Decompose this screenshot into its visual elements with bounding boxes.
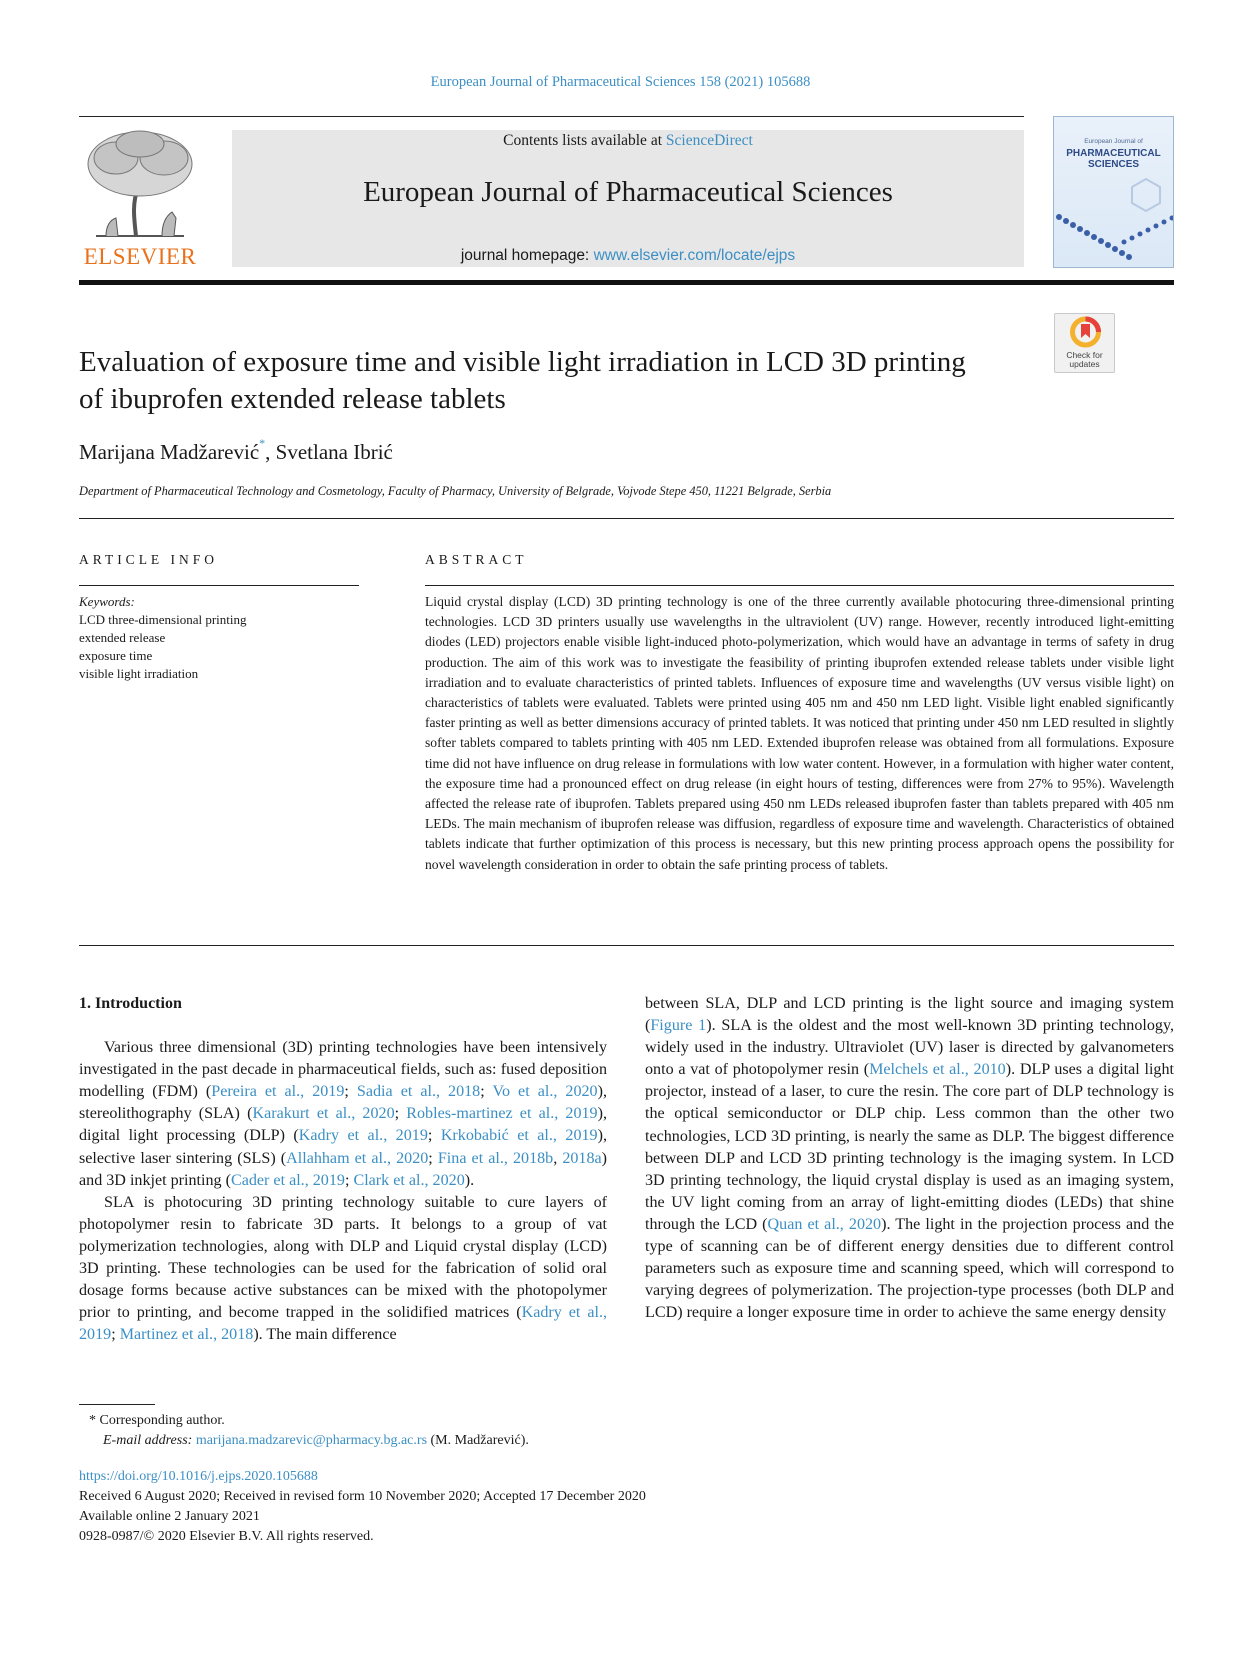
journal-name: European Journal of Pharmaceutical Sciences	[363, 176, 893, 208]
citation-link[interactable]: Pereira et al., 2019	[211, 1083, 345, 1101]
paragraph-text: ,	[553, 1149, 563, 1167]
intro-paragraph-2	[79, 1192, 607, 1347]
elsevier-tree-icon	[76, 128, 204, 238]
contents-line	[232, 130, 1024, 150]
paragraph-text: ). SLA is the oldest and the most well-known 3D printing technology, widely used in the industry. Ultraviolet (UV) laser is directed by galvanometers onto a vat of photopolymer resin (	[645, 1017, 1174, 1079]
crossmark-icon	[1055, 314, 1116, 354]
email-link[interactable]: marijana.madzarevic@pharmacy.bg.ac.rs	[195, 1433, 428, 1448]
keyword: LCD three-dimensional printing	[79, 612, 247, 627]
citation-link[interactable]: Cader et al., 2019	[230, 1171, 345, 1189]
homepage-prefix: journal homepage:	[460, 247, 594, 264]
paragraph-text: ).	[464, 1171, 475, 1189]
citation-link[interactable]: Fina et al., 2018b	[437, 1149, 554, 1167]
sciencedirect-link[interactable]: ScienceDirect	[665, 132, 753, 149]
citation-link[interactable]: Karakurt et al., 2020	[252, 1105, 395, 1123]
header-thick-rule	[79, 280, 1174, 285]
received-dates: Received 6 August 2020; Received in revised form 10 November 2020; Accepted 17 December 2020	[79, 1489, 646, 1504]
email-suffix: (M. Madžarević).	[427, 1433, 529, 1448]
footnote-rule	[79, 1404, 155, 1405]
paragraph-text: ;	[480, 1083, 493, 1101]
paragraph-text: ). DLP uses a digital light projector, instead of a laser, to cure the resin. The core part of DLP technology is the optical semiconductor or DLP chip. Less common than the other two technologies, LCD 3D printing, is nearly the same as DLP. The biggest difference between DLP and LCD 3D printing technology is the imaging system. In LCD 3D printing technology, the liquid crystal display is used as an imaging system, the UV light coming from an array of light-emitting diodes (LEDs) that shine through the LCD (	[645, 1061, 1175, 1233]
journal-cover-thumbnail[interactable]	[1053, 116, 1174, 268]
contents-prefix: Contents lists available at	[503, 132, 666, 149]
paragraph-text: ;	[427, 1127, 441, 1145]
article-metadata	[79, 1467, 646, 1547]
footnote-corresponding-text: Corresponding author.	[96, 1413, 225, 1428]
intro-paragraph-1	[79, 1037, 607, 1192]
paragraph-text: between SLA, DLP and LCD printing is the light source and imaging system (	[645, 995, 1174, 1035]
paragraph-text: ;	[394, 1105, 407, 1123]
keyword: exposure time	[79, 648, 153, 663]
journal-masthead	[232, 130, 1024, 267]
cover-subtitle: European Journal of	[1084, 138, 1143, 145]
paragraph-text: ), digital light processing (DLP) (	[79, 1105, 607, 1145]
email-label: E-mail address:	[103, 1433, 196, 1448]
citation-link[interactable]: Allahham et al., 2020	[286, 1149, 429, 1167]
article-title-line2: of ibuprofen extended release tablets	[79, 383, 506, 415]
elsevier-wordmark: ELSEVIER	[83, 244, 197, 269]
citation-link[interactable]: 2018a	[562, 1149, 602, 1167]
divider	[79, 945, 1174, 946]
paragraph-text: ), stereolithography (SLA) (	[79, 1083, 607, 1123]
footnote-mark: *	[89, 1413, 96, 1428]
cover-title-line1: PHARMACEUTICAL	[1066, 148, 1161, 159]
doi-link[interactable]: https://doi.org/10.1016/j.ejps.2020.105688	[79, 1469, 318, 1484]
paragraph-text: ). The light in the projection process and the type of scanning can be of different energy densities due to different control parameters such as exposure time and scanning speed, which will correspond to varying degrees of polymerization. The projection-type processes (both DLP and LCD) require a longer exposure time in order to achieve the same energy density	[645, 1215, 1174, 1322]
crossmark-label	[1055, 351, 1114, 369]
paragraph-text: ;	[428, 1149, 438, 1167]
citation-link[interactable]: Martinez et al., 2018	[119, 1326, 254, 1344]
author-list	[79, 436, 393, 465]
divider	[425, 585, 1174, 586]
abstract-heading: ABSTRACT	[425, 552, 528, 567]
paragraph-text: ). The main difference	[253, 1326, 397, 1344]
article-info-heading: ARTICLE INFO	[79, 552, 219, 567]
homepage-link[interactable]: www.elsevier.com/locate/ejps	[593, 247, 796, 264]
paragraph-text: ), selective laser sintering (SLS) (	[79, 1127, 607, 1167]
paragraph-text: Various three dimensional (3D) printing technologies have been intensively investigated in the past decade in pharmaceutical fields, such as: fused deposition modelling (FDM) (	[79, 1039, 607, 1101]
copyright: 0928-0987/© 2020 Elsevier B.V. All rights reserved.	[79, 1529, 374, 1544]
elsevier-logo	[76, 128, 204, 270]
citation-link[interactable]: Kadry et al., 2019	[298, 1127, 428, 1145]
homepage-line	[232, 247, 1024, 265]
citation-link[interactable]: Robles-martinez et al., 2019	[406, 1105, 598, 1123]
keywords-label: Keywords:	[79, 594, 135, 609]
citation-link[interactable]: Melchels et al., 2010	[869, 1061, 1006, 1079]
affiliation: Department of Pharmaceutical Technology and Cosmetology, Faculty of Pharmacy, University of Belgrade, Vojvode Stepe 450, 11221 Belgrade, Serbia	[79, 484, 832, 498]
header-rule	[79, 116, 1024, 117]
paragraph-text: ;	[111, 1326, 120, 1344]
journal-citation-link[interactable]: European Journal of Pharmaceutical Sciences 158 (2021) 105688	[430, 74, 811, 90]
paragraph-text: ;	[344, 1083, 357, 1101]
citation-link[interactable]: Vo et al., 2020	[492, 1083, 598, 1101]
article-title-line1: Evaluation of exposure time and visible light irradiation in LCD 3D printing	[79, 346, 966, 378]
citation-link[interactable]: Clark et al., 2020	[353, 1171, 465, 1189]
keyword: visible light irradiation	[79, 666, 199, 681]
footnote-email	[79, 1431, 529, 1451]
divider	[79, 518, 1174, 519]
keywords-block	[79, 593, 247, 683]
crossmark-badge[interactable]	[1054, 313, 1115, 373]
body-column-right	[645, 993, 1174, 1324]
citation-link[interactable]: Krkobabić et al., 2019	[440, 1127, 598, 1145]
footnote-corresponding	[79, 1411, 529, 1431]
author-2[interactable]: , Svetlana Ibrić	[265, 440, 393, 464]
keyword: extended release	[79, 630, 166, 645]
corresponding-author-mark[interactable]: *	[259, 436, 266, 450]
article-title	[79, 344, 1039, 418]
crossmark-line2: updates	[1069, 359, 1100, 369]
intro-paragraph-2-continued	[645, 993, 1174, 1324]
cover-molecule-icon	[1054, 117, 1174, 268]
paragraph-text: ) and 3D inkjet printing (	[79, 1149, 608, 1189]
footnote	[79, 1411, 529, 1451]
citation-link[interactable]: Quan et al., 2020	[767, 1215, 882, 1233]
divider	[79, 585, 359, 586]
crossmark-line1: Check for	[1066, 350, 1103, 360]
abstract-text: Liquid crystal display (LCD) 3D printing technology is one of the three currently available photocuring three-dimensional printing technologies. LCD 3D printers usually use wavelengths in the ultraviolent (UV) range. However, recently introduced light-emitting diodes (LED) projectors enable visible light-induced photo-polymerization, which would have an advantage in terms of safety in drug production. The aim of this work was to investigate the feasibility of printing ibuprofen extended release tablets under visible light irradiation and to evaluate characteristics of printed tablets. Influences of exposure time and wavelengths (UV versus visible light) on characteristics of tablets were evaluated. Tablets were printed using 405 nm and 450 nm LED light. Visible light enabled significantly faster printing as well as better dimensions accuracy of printed tablets. It was noticed that printing under 450 nm LED resulted in slightly softer tablets compared to tablets printing with 405 nm LED. Extended ibuprofen release was obtained from all formulations. Exposure time did not have influence on drug release in formulations with low water content. However, in a formulation with higher water content, the exposure time had a pronounced effect on drug release (in eight hours of testing, differences were from 27% to 95%). Wavelength affected the release rate of ibuprofen. Tablets prepared using 450 nm LEDs released ibuprofen faster than tablets prepared with 405 nm LEDs. The main mechanism of ibuprofen release was diffusion, regardless of exposure time and wavelength. Characteristics of obtained tablets indicate that further optimization of this process is necessary, but this new printing process approach opens the possibility for novel wavelength consideration in order to obtain the safe printing process of tablets.	[425, 594, 1174, 872]
body-column-left	[79, 993, 607, 1346]
citation-link[interactable]: Figure 1	[650, 1017, 707, 1035]
author-1[interactable]: Marijana Madžarević	[79, 440, 260, 464]
paragraph-text: ;	[344, 1171, 354, 1189]
section-title-introduction: 1. Introduction	[79, 995, 182, 1012]
citation-link[interactable]: Kadry et al., 2019	[79, 1304, 607, 1344]
cover-title-line2: SCIENCES	[1087, 159, 1140, 170]
paragraph-text: SLA is photocuring 3D printing technology suitable to cure layers of photopolymer resin to fabricate 3D parts. It belongs to a group of vat polymerization technologies, along with DLP and Liquid crystal display (LCD) 3D printing. These technologies can be used for the fabrication of solid oral dosage forms because active substances can be mixed with the photopolymer prior to printing, and become trapped in the solidified matrices (	[79, 1193, 607, 1322]
citation-link[interactable]: Sadia et al., 2018	[356, 1083, 481, 1101]
available-online: Available online 2 January 2021	[79, 1509, 260, 1524]
